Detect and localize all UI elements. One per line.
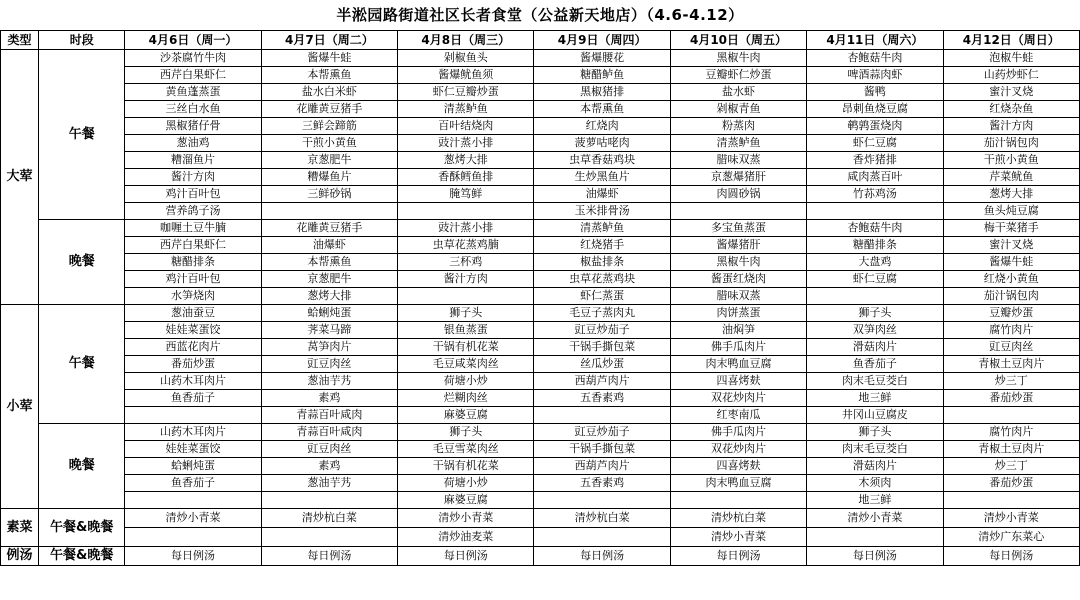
dish-cell: 豇豆肉丝 — [943, 339, 1079, 356]
dish-cell: 本帮熏鱼 — [261, 67, 397, 84]
dish-cell: 狮子头 — [807, 424, 943, 441]
dish-cell: 酱爆牛蛙 — [943, 254, 1079, 271]
dish-cell: 红枣南瓜 — [670, 407, 806, 424]
dish-cell: 狮子头 — [398, 305, 534, 322]
dish-cell: 毛豆雪菜肉丝 — [398, 441, 534, 458]
dish-cell: 干锅手撕包菜 — [534, 339, 670, 356]
dish-cell: 每日例汤 — [670, 547, 806, 566]
dish-cell: 滑菇肉片 — [807, 339, 943, 356]
dish-cell: 虫草花蒸鸡腩 — [398, 237, 534, 254]
dish-cell: 鱼香茄子 — [807, 356, 943, 373]
dish-cell: 番茄炒蛋 — [943, 475, 1079, 492]
dish-cell: 葱油芋艿 — [261, 373, 397, 390]
table-row — [1, 152, 1080, 169]
dish-cell: 糖醋排条 — [807, 237, 943, 254]
dish-cell — [670, 492, 806, 509]
dish-cell: 豉汁蒸小排 — [398, 135, 534, 152]
dish-cell: 井冈山豆腐皮 — [807, 407, 943, 424]
dish-cell — [807, 203, 943, 220]
table-row — [1, 254, 1080, 271]
dish-cell — [261, 492, 397, 509]
dish-cell: 豆瓣炒蛋 — [943, 305, 1079, 322]
dish-cell: 杏鲍菇牛肉 — [807, 220, 943, 237]
dish-cell: 青椒土豆肉片 — [943, 356, 1079, 373]
dish-cell: 鱼香茄子 — [125, 475, 261, 492]
menu-body — [1, 50, 1080, 566]
dish-cell: 本帮熏鱼 — [261, 254, 397, 271]
dish-cell: 毛豆咸菜肉丝 — [398, 356, 534, 373]
dish-cell: 虾仁豆瓣炒蛋 — [398, 84, 534, 101]
dish-cell: 咸肉蒸百叶 — [807, 169, 943, 186]
dish-cell — [807, 288, 943, 305]
dish-cell: 茄汁锅包肉 — [943, 288, 1079, 305]
meal-period-cell: 晚餐 — [39, 220, 125, 305]
table-row — [1, 288, 1080, 305]
dish-cell: 剁椒青鱼 — [670, 101, 806, 118]
dish-cell: 酱鸭 — [807, 84, 943, 101]
category-cell: 小荤 — [1, 305, 39, 509]
table-row — [1, 322, 1080, 339]
dish-cell: 五香素鸡 — [534, 475, 670, 492]
dish-cell: 本帮熏鱼 — [534, 101, 670, 118]
dish-cell: 山药木耳肉片 — [125, 373, 261, 390]
dish-cell: 木须肉 — [807, 475, 943, 492]
dish-cell: 鸡汁百叶包 — [125, 271, 261, 288]
dish-cell: 昂刺鱼烧豆腐 — [807, 101, 943, 118]
dish-cell: 红烧杂鱼 — [943, 101, 1079, 118]
table-row — [1, 407, 1080, 424]
dish-cell: 葱烤大排 — [943, 186, 1079, 203]
dish-cell: 糟溜鱼片 — [125, 152, 261, 169]
dish-cell: 粉蒸肉 — [670, 118, 806, 135]
dish-cell: 双笋肉丝 — [807, 322, 943, 339]
dish-cell: 每日例汤 — [534, 547, 670, 566]
dish-cell: 酱汁方肉 — [943, 118, 1079, 135]
dish-cell: 滑菇肉片 — [807, 458, 943, 475]
dish-cell: 番茄炒蛋 — [943, 390, 1079, 407]
dish-cell: 清炒杭白菜 — [534, 509, 670, 528]
dish-cell: 干煎小黄鱼 — [943, 152, 1079, 169]
dish-cell: 盐水白米虾 — [261, 84, 397, 101]
dish-cell: 虾仁豆腐 — [807, 135, 943, 152]
dish-cell: 芹菜鱿鱼 — [943, 169, 1079, 186]
dish-cell — [125, 407, 261, 424]
dish-cell: 剁椒鱼头 — [398, 50, 534, 67]
dish-cell: 山药木耳肉片 — [125, 424, 261, 441]
header-day: 4月6日（周一） — [125, 31, 261, 50]
dish-cell: 糟爆鱼片 — [261, 169, 397, 186]
dish-cell — [943, 407, 1079, 424]
dish-cell: 干煎小黄鱼 — [261, 135, 397, 152]
table-row — [1, 390, 1080, 407]
dish-cell: 山药炒虾仁 — [943, 67, 1079, 84]
dish-cell: 莴笋肉片 — [261, 339, 397, 356]
dish-cell: 西蓝花肉片 — [125, 339, 261, 356]
meal-period-cell: 午餐&晚餐 — [39, 509, 125, 547]
dish-cell: 肉末毛豆茭白 — [807, 373, 943, 390]
dish-cell: 双花炒肉片 — [670, 441, 806, 458]
dish-cell: 黑椒猪仔骨 — [125, 118, 261, 135]
dish-cell: 香酥鳕鱼排 — [398, 169, 534, 186]
dish-cell: 香炸猪排 — [807, 152, 943, 169]
table-row — [1, 339, 1080, 356]
dish-cell — [534, 407, 670, 424]
dish-cell: 佛手瓜肉片 — [670, 339, 806, 356]
page-title: 半淞园路街道社区长者食堂（公益新天地店）（4.6-4.12） — [336, 6, 744, 24]
dish-cell: 清蒸鲈鱼 — [670, 135, 806, 152]
dish-cell: 青蒜百叶咸肉 — [261, 424, 397, 441]
dish-cell — [670, 203, 806, 220]
dish-cell — [125, 528, 261, 547]
dish-cell: 酱蛋红烧肉 — [670, 271, 806, 288]
dish-cell: 豇豆炒茄子 — [534, 424, 670, 441]
table-row — [1, 492, 1080, 509]
dish-cell — [125, 492, 261, 509]
header-type: 类型 — [1, 31, 39, 50]
dish-cell: 佛手瓜肉片 — [670, 424, 806, 441]
dish-cell: 清炒小青菜 — [398, 509, 534, 528]
dish-cell: 地三鲜 — [807, 390, 943, 407]
dish-cell: 虾仁豆腐 — [807, 271, 943, 288]
dish-cell: 红烧小黄鱼 — [943, 271, 1079, 288]
dish-cell: 盐水虾 — [670, 84, 806, 101]
dish-cell: 三丝白水鱼 — [125, 101, 261, 118]
dish-cell: 葱油芋艿 — [261, 475, 397, 492]
dish-cell: 葱油蚕豆 — [125, 305, 261, 322]
dish-cell: 葱烤大排 — [261, 288, 397, 305]
dish-cell: 酱汁方肉 — [125, 169, 261, 186]
dish-cell: 肉末鸭血豆腐 — [670, 475, 806, 492]
dish-cell: 麻婆豆腐 — [398, 492, 534, 509]
dish-cell: 多宝鱼蒸蛋 — [670, 220, 806, 237]
dish-cell: 四喜烤麸 — [670, 458, 806, 475]
dish-cell: 鸡汁百叶包 — [125, 186, 261, 203]
dish-cell: 茄汁锅包肉 — [943, 135, 1079, 152]
dish-cell: 番茄炒蛋 — [125, 356, 261, 373]
dish-cell: 素鸡 — [261, 390, 397, 407]
dish-cell: 狮子头 — [398, 424, 534, 441]
dish-cell: 梅干菜猪手 — [943, 220, 1079, 237]
dish-cell: 豉汁蒸小排 — [398, 220, 534, 237]
dish-cell: 干锅有机花菜 — [398, 339, 534, 356]
dish-cell: 椒盐排条 — [534, 254, 670, 271]
dish-cell: 蜜汁叉烧 — [943, 237, 1079, 254]
header-day: 4月7日（周二） — [261, 31, 397, 50]
dish-cell: 青椒土豆肉片 — [943, 441, 1079, 458]
dish-cell: 银鱼蒸蛋 — [398, 322, 534, 339]
dish-cell: 油爆虾 — [534, 186, 670, 203]
table-row — [1, 220, 1080, 237]
dish-cell: 花雕黄豆猪手 — [261, 101, 397, 118]
dish-cell: 双花炒肉片 — [670, 390, 806, 407]
category-cell: 例汤 — [1, 547, 39, 566]
table-row — [1, 475, 1080, 492]
dish-cell: 黑椒猪排 — [534, 84, 670, 101]
dish-cell: 肉末鸭血豆腐 — [670, 356, 806, 373]
dish-cell: 荷塘小炒 — [398, 373, 534, 390]
dish-cell: 西芹白果虾仁 — [125, 67, 261, 84]
table-row — [1, 458, 1080, 475]
dish-cell: 干锅手撕包菜 — [534, 441, 670, 458]
category-cell: 素菜 — [1, 509, 39, 547]
dish-cell: 黑椒牛肉 — [670, 254, 806, 271]
dish-cell: 清炒小青菜 — [125, 509, 261, 528]
dish-cell: 油焖笋 — [670, 322, 806, 339]
meal-period-cell: 午餐&晚餐 — [39, 547, 125, 566]
meal-period-cell: 晚餐 — [39, 424, 125, 509]
dish-cell: 大盘鸡 — [807, 254, 943, 271]
table-row — [1, 50, 1080, 67]
dish-cell: 青蒜百叶咸肉 — [261, 407, 397, 424]
dish-cell — [534, 492, 670, 509]
dish-cell: 腊味双蒸 — [670, 288, 806, 305]
table-row — [1, 203, 1080, 220]
dish-cell: 腐竹肉片 — [943, 322, 1079, 339]
dish-cell: 水笋烧肉 — [125, 288, 261, 305]
dish-cell: 三鲜会蹄筋 — [261, 118, 397, 135]
dish-cell: 花雕黄豆猪手 — [261, 220, 397, 237]
table-row — [1, 528, 1080, 547]
dish-cell: 荠菜马蹄 — [261, 322, 397, 339]
dish-cell: 沙茶腐竹牛肉 — [125, 50, 261, 67]
meal-period-cell: 午餐 — [39, 305, 125, 424]
dish-cell: 豇豆炒茄子 — [534, 322, 670, 339]
dish-cell: 营养鸽子汤 — [125, 203, 261, 220]
dish-cell: 油爆虾 — [261, 237, 397, 254]
table-row — [1, 509, 1080, 528]
dish-cell: 黄鱼蓬蒸蛋 — [125, 84, 261, 101]
dish-cell: 每日例汤 — [125, 547, 261, 566]
dish-cell: 竹荪鸡汤 — [807, 186, 943, 203]
header-day: 4月9日（周四） — [534, 31, 670, 50]
table-row — [1, 186, 1080, 203]
dish-cell: 丝瓜炒蛋 — [534, 356, 670, 373]
table-row — [1, 237, 1080, 254]
dish-cell: 蛤蜊炖蛋 — [125, 458, 261, 475]
dish-cell: 京葱肥牛 — [261, 271, 397, 288]
dish-cell: 清炒小青菜 — [807, 509, 943, 528]
dish-cell: 荷塘小炒 — [398, 475, 534, 492]
dish-cell: 葱油鸡 — [125, 135, 261, 152]
dish-cell: 娃娃菜蛋饺 — [125, 322, 261, 339]
table-row — [1, 305, 1080, 322]
dish-cell: 清炒杭白菜 — [670, 509, 806, 528]
dish-cell: 地三鲜 — [807, 492, 943, 509]
meal-period-cell: 午餐 — [39, 50, 125, 220]
dish-cell: 麻婆豆腐 — [398, 407, 534, 424]
dish-cell: 腊味双蒸 — [670, 152, 806, 169]
dish-cell: 酱汁方肉 — [398, 271, 534, 288]
dish-cell — [534, 528, 670, 547]
dish-cell: 咖喱土豆牛腩 — [125, 220, 261, 237]
dish-cell: 四喜烤麸 — [670, 373, 806, 390]
dish-cell: 每日例汤 — [398, 547, 534, 566]
dish-cell: 清蒸鲈鱼 — [398, 101, 534, 118]
dish-cell: 西葫芦肉片 — [534, 458, 670, 475]
table-row — [1, 118, 1080, 135]
dish-cell — [398, 288, 534, 305]
dish-cell — [807, 528, 943, 547]
dish-cell: 干锅有机花菜 — [398, 458, 534, 475]
dish-cell: 每日例汤 — [943, 547, 1079, 566]
dish-cell: 酱爆腰花 — [534, 50, 670, 67]
table-row — [1, 101, 1080, 118]
dish-cell: 清炒小青菜 — [670, 528, 806, 547]
dish-cell: 豇豆肉丝 — [261, 356, 397, 373]
dish-cell: 虫草花蒸鸡块 — [534, 271, 670, 288]
dish-cell: 泡椒牛蛙 — [943, 50, 1079, 67]
dish-cell: 炒三丁 — [943, 458, 1079, 475]
dish-cell: 蜜汁叉烧 — [943, 84, 1079, 101]
dish-cell: 烂糊肉丝 — [398, 390, 534, 407]
dish-cell: 豇豆肉丝 — [261, 441, 397, 458]
dish-cell — [398, 203, 534, 220]
dish-cell: 腐竹肉片 — [943, 424, 1079, 441]
table-row — [1, 356, 1080, 373]
dish-cell: 杏鲍菇牛肉 — [807, 50, 943, 67]
dish-cell: 玉米排骨汤 — [534, 203, 670, 220]
dish-cell: 肉饼蒸蛋 — [670, 305, 806, 322]
dish-cell: 酱爆猪肝 — [670, 237, 806, 254]
dish-cell — [261, 203, 397, 220]
dish-cell: 西葫芦肉片 — [534, 373, 670, 390]
category-cell: 大荤 — [1, 50, 39, 305]
dish-cell: 蛤蜊炖蛋 — [261, 305, 397, 322]
dish-cell: 娃娃菜蛋饺 — [125, 441, 261, 458]
dish-cell: 虫草香菇鸡块 — [534, 152, 670, 169]
table-row — [1, 169, 1080, 186]
dish-cell: 红烧肉 — [534, 118, 670, 135]
table-row — [1, 547, 1080, 566]
dish-cell: 鹌鹑蛋烧肉 — [807, 118, 943, 135]
dish-cell: 鱼头炖豆腐 — [943, 203, 1079, 220]
dish-cell: 每日例汤 — [261, 547, 397, 566]
dish-cell: 红烧猪手 — [534, 237, 670, 254]
dish-cell: 清炒杭白菜 — [261, 509, 397, 528]
dish-cell: 糖醋鲈鱼 — [534, 67, 670, 84]
header-period: 时段 — [39, 31, 125, 50]
header-day: 4月8日（周三） — [398, 31, 534, 50]
dish-cell: 葱烤大排 — [398, 152, 534, 169]
dish-cell: 京葱肥牛 — [261, 152, 397, 169]
dish-cell: 腌笃鲜 — [398, 186, 534, 203]
header-day: 4月10日（周五） — [670, 31, 806, 50]
dish-cell: 五香素鸡 — [534, 390, 670, 407]
header-row — [1, 31, 1080, 50]
table-row — [1, 135, 1080, 152]
dish-cell: 清炒油麦菜 — [398, 528, 534, 547]
dish-cell: 啤酒蒜肉虾 — [807, 67, 943, 84]
dish-cell: 素鸡 — [261, 458, 397, 475]
dish-cell: 炒三丁 — [943, 373, 1079, 390]
dish-cell: 糖醋排条 — [125, 254, 261, 271]
dish-cell: 三杯鸡 — [398, 254, 534, 271]
dish-cell — [261, 528, 397, 547]
dish-cell: 京葱爆猪肝 — [670, 169, 806, 186]
table-row — [1, 441, 1080, 458]
dish-cell: 狮子头 — [807, 305, 943, 322]
table-row — [1, 271, 1080, 288]
dish-cell: 每日例汤 — [807, 547, 943, 566]
table-row — [1, 84, 1080, 101]
dish-cell: 酱爆鱿鱼须 — [398, 67, 534, 84]
dish-cell: 黑椒牛肉 — [670, 50, 806, 67]
dish-cell — [943, 492, 1079, 509]
header-day: 4月12日（周日） — [943, 31, 1079, 50]
dish-cell: 酱爆牛蛙 — [261, 50, 397, 67]
dish-cell: 菠萝咕咾肉 — [534, 135, 670, 152]
dish-cell: 三鲜砂锅 — [261, 186, 397, 203]
table-row — [1, 424, 1080, 441]
dish-cell: 生炒黑鱼片 — [534, 169, 670, 186]
table-row — [1, 67, 1080, 84]
header-day: 4月11日（周六） — [807, 31, 943, 50]
dish-cell: 西芹白果虾仁 — [125, 237, 261, 254]
dish-cell: 清炒小青菜 — [943, 509, 1079, 528]
dish-cell: 肉圆砂锅 — [670, 186, 806, 203]
menu-table — [0, 30, 1080, 566]
dish-cell: 毛豆子蒸肉丸 — [534, 305, 670, 322]
dish-cell: 清蒸鲈鱼 — [534, 220, 670, 237]
dish-cell: 肉末毛豆茭白 — [807, 441, 943, 458]
table-row — [1, 373, 1080, 390]
dish-cell: 豆瓣虾仁炒蛋 — [670, 67, 806, 84]
dish-cell: 鱼香茄子 — [125, 390, 261, 407]
dish-cell: 百叶结烧肉 — [398, 118, 534, 135]
dish-cell: 清炒广东菜心 — [943, 528, 1079, 547]
dish-cell: 虾仁蒸蛋 — [534, 288, 670, 305]
